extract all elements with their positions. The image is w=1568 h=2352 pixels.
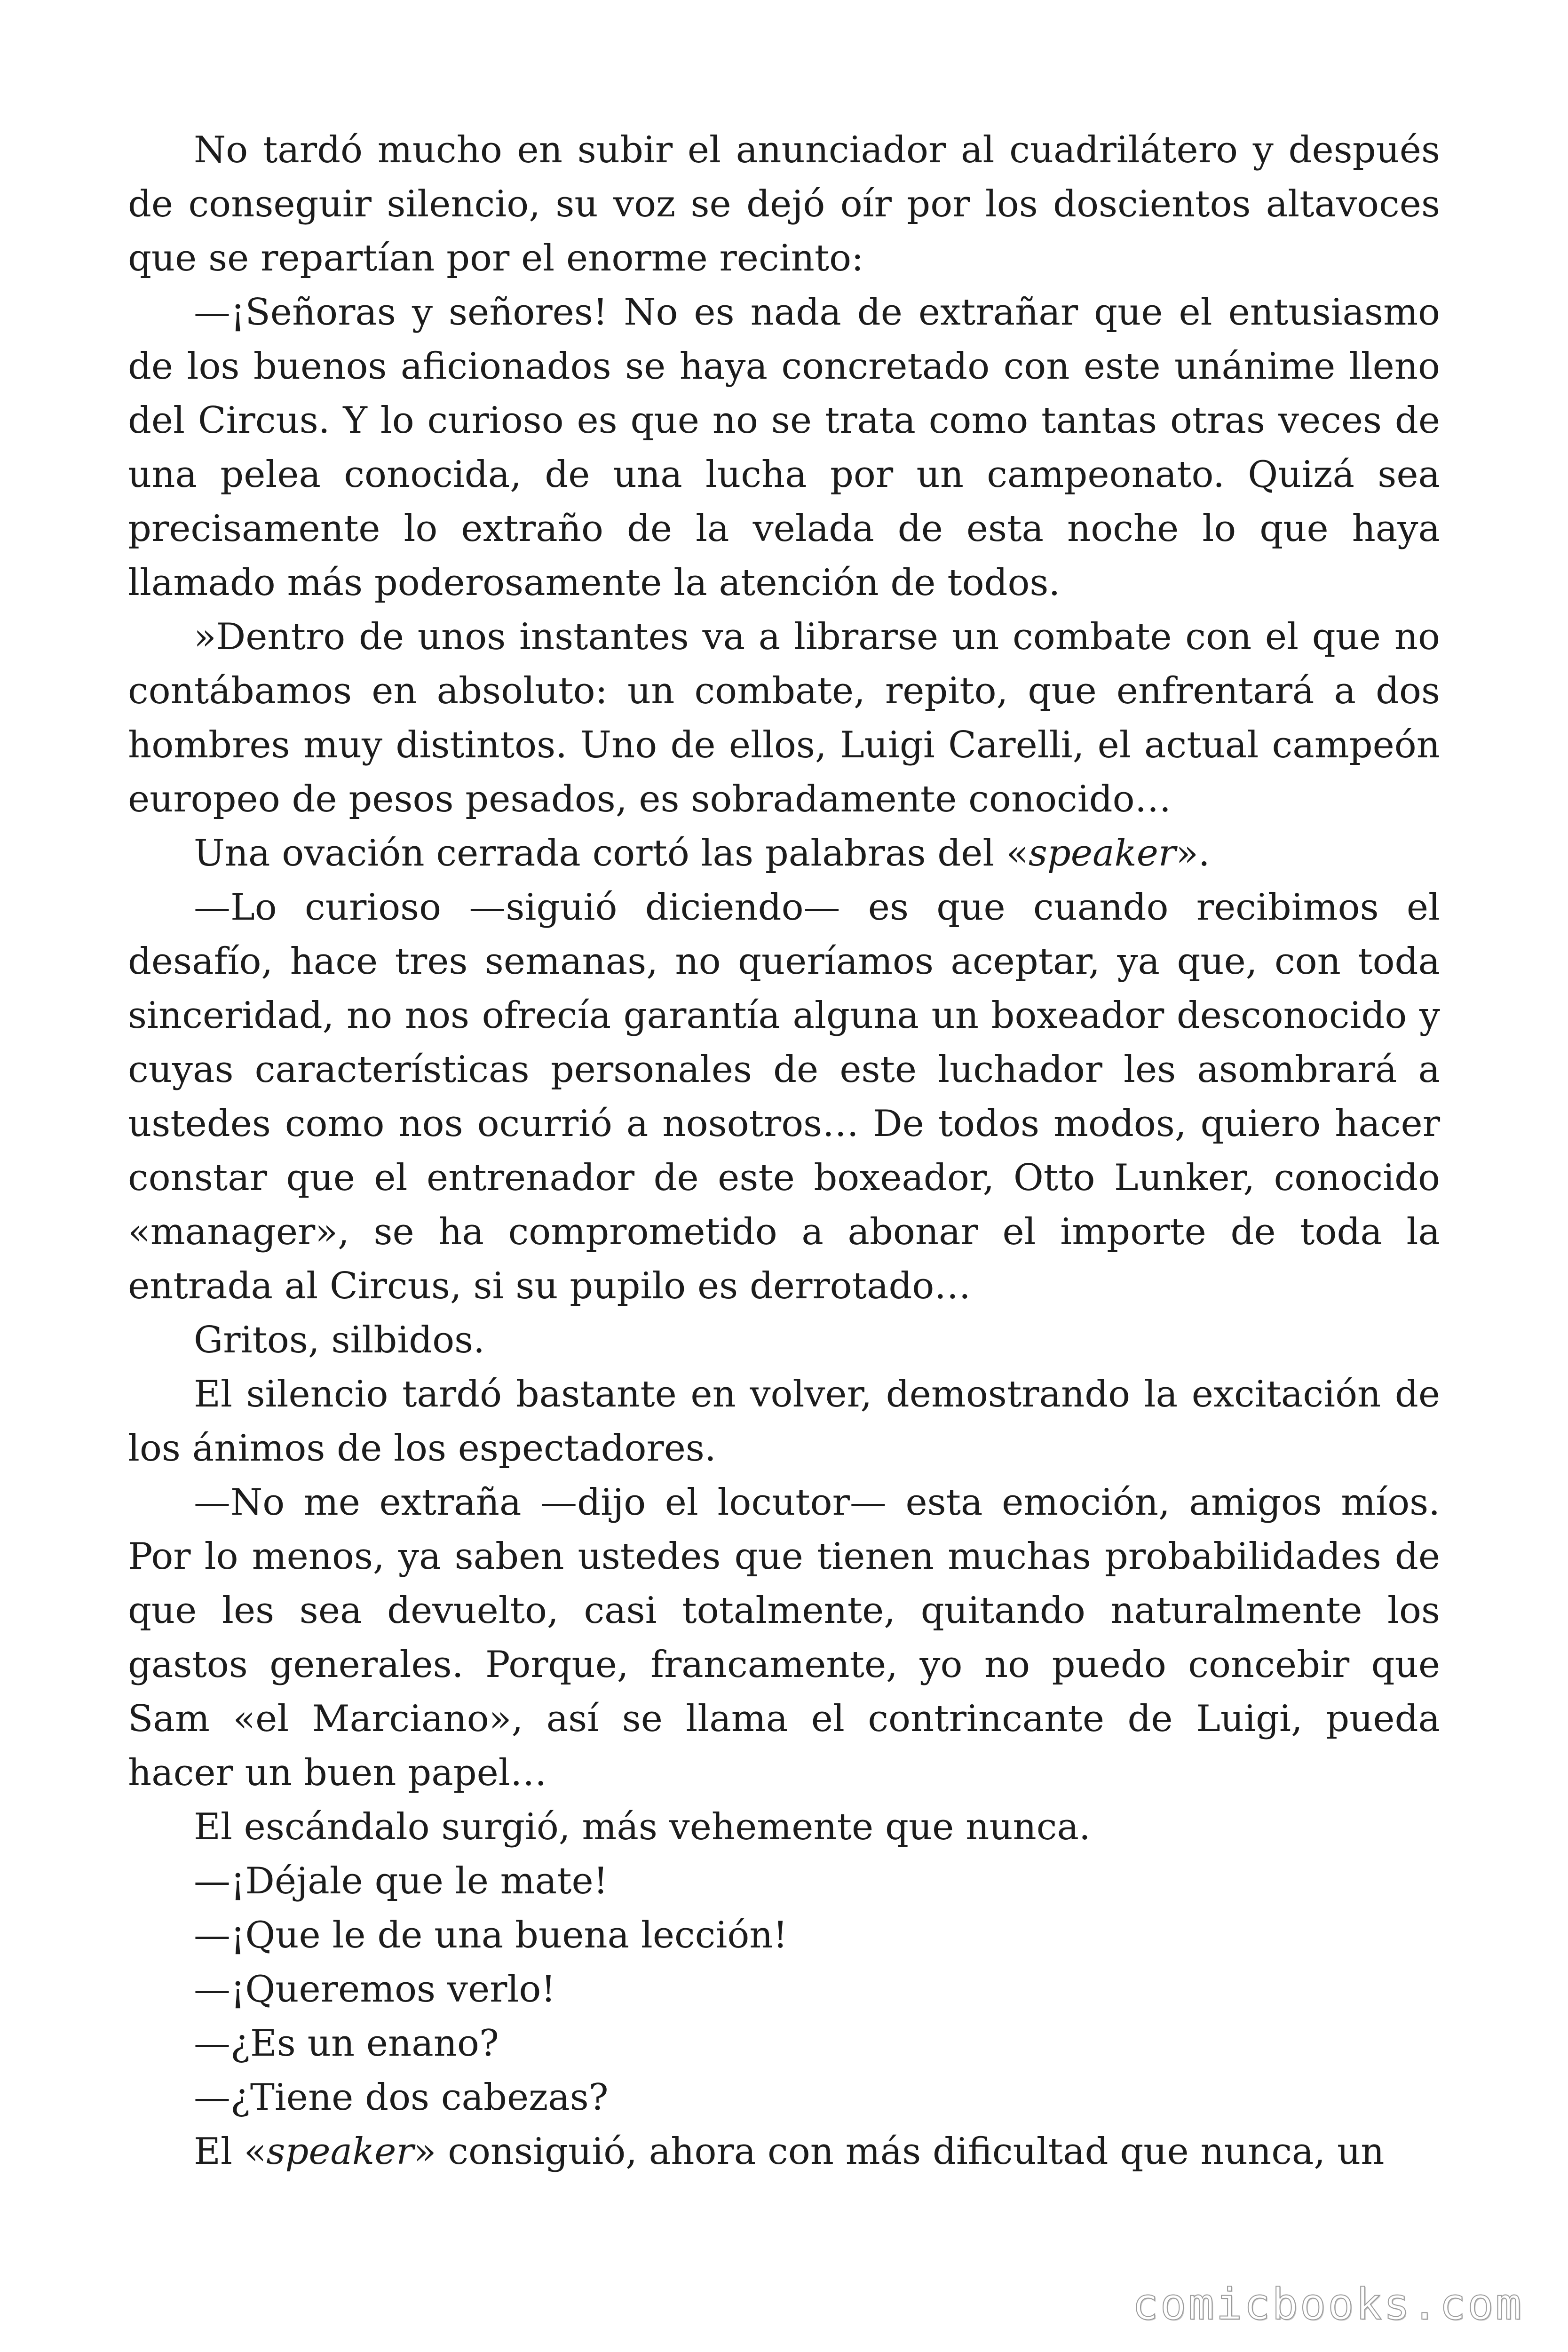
text-run: »Dentro de unos instantes va a librarse un combate con el que no contábamos en absoluto: un combate, repito, que enfrentará a dos hombres muy distintos. Uno de ellos, Luigi Carelli, el actual campeón europeo de pesos pesados, es sobradamente conocido… xyxy=(128,616,1440,820)
paragraph xyxy=(128,826,1440,881)
paragraph xyxy=(128,1908,1440,1963)
paragraph xyxy=(128,2071,1440,2125)
text-run: No tardó mucho en subir el anunciador al cuadrilátero y después de conseguir silencio, su voz se dejó oír por los doscientos altavoces que se repartían por el enorme recinto: xyxy=(128,129,1440,279)
text-run: —¡Que le de una buena lección! xyxy=(194,1914,788,1956)
paragraph xyxy=(128,1854,1440,1908)
italic-text: speaker xyxy=(266,2130,414,2173)
paragraph xyxy=(128,123,1440,286)
text-run: El escándalo surgió, más vehemente que nunca. xyxy=(194,1806,1091,1848)
text-run: —¡Señoras y señores! No es nada de extrañar que el entusiasmo de los buenos aficionados se haya concretado con este unánime lleno del Circus. Y lo curioso es que no se trata como tantas otras veces de una pelea conocida, de una lucha por un campeonato. Quizá sea precisamente lo extraño de la velada de esta noche lo que haya llamado más poderosamente la atención de todos. xyxy=(128,291,1440,604)
watermark: comicbooks.com xyxy=(1132,2279,1523,2329)
paragraph xyxy=(128,1313,1440,1367)
paragraph xyxy=(128,1476,1440,1800)
paragraph xyxy=(128,1367,1440,1476)
text-run: —¿Tiene dos cabezas? xyxy=(194,2076,609,2119)
paragraph xyxy=(128,610,1440,826)
text-run: Una ovación cerrada cortó las palabras del « xyxy=(194,832,1029,874)
italic-text: speaker xyxy=(1028,832,1176,874)
text-run: —Lo curioso —siguió diciendo— es que cuando recibimos el desafío, hace tres semanas, no queríamos aceptar, ya que, con toda sinceridad, no nos ofrecía garantía alguna un boxeador desconocido y cuyas características personales de este luchador les asombrará a ustedes como nos ocurrió a nosotros… De todos modos, quiero hacer constar que el entrenador de este boxeador, Otto Lunker, conocido «manager», se ha comprometido a abonar el importe de toda la entrada al Circus, si su pupilo es derrotado… xyxy=(128,886,1440,1307)
text-run: —¿Es un enano? xyxy=(194,2022,499,2065)
text-run: ». xyxy=(1176,832,1210,874)
body-text xyxy=(128,123,1440,2179)
text-run: El silencio tardó bastante en volver, demostrando la excitación de los ánimos de los espectadores. xyxy=(128,1373,1440,1470)
paragraph xyxy=(128,1800,1440,1854)
text-run: Gritos, silbidos. xyxy=(194,1319,485,1361)
paragraph xyxy=(128,2125,1440,2179)
text-run: » consiguió, ahora con más dificultad que nunca, un xyxy=(413,2130,1385,2173)
text-run: —No me extraña —dijo el locutor— esta emoción, amigos míos. Por lo menos, ya saben ustedes que tienen muchas probabilidades de que les sea devuelto, casi totalmente, quitando naturalmente los gastos generales. Porque, francamente, yo no puedo concebir que Sam «el Marciano», así se llama el contrincante de Luigi, pueda hacer un buen papel… xyxy=(128,1481,1440,1794)
text-run: El « xyxy=(194,2130,267,2173)
paragraph xyxy=(128,2017,1440,2071)
text-run: —¡Déjale que le mate! xyxy=(194,1860,608,1902)
paragraph xyxy=(128,881,1440,1313)
text-run: —¡Queremos verlo! xyxy=(194,1968,556,2010)
paragraph xyxy=(128,286,1440,610)
paragraph xyxy=(128,1963,1440,2017)
